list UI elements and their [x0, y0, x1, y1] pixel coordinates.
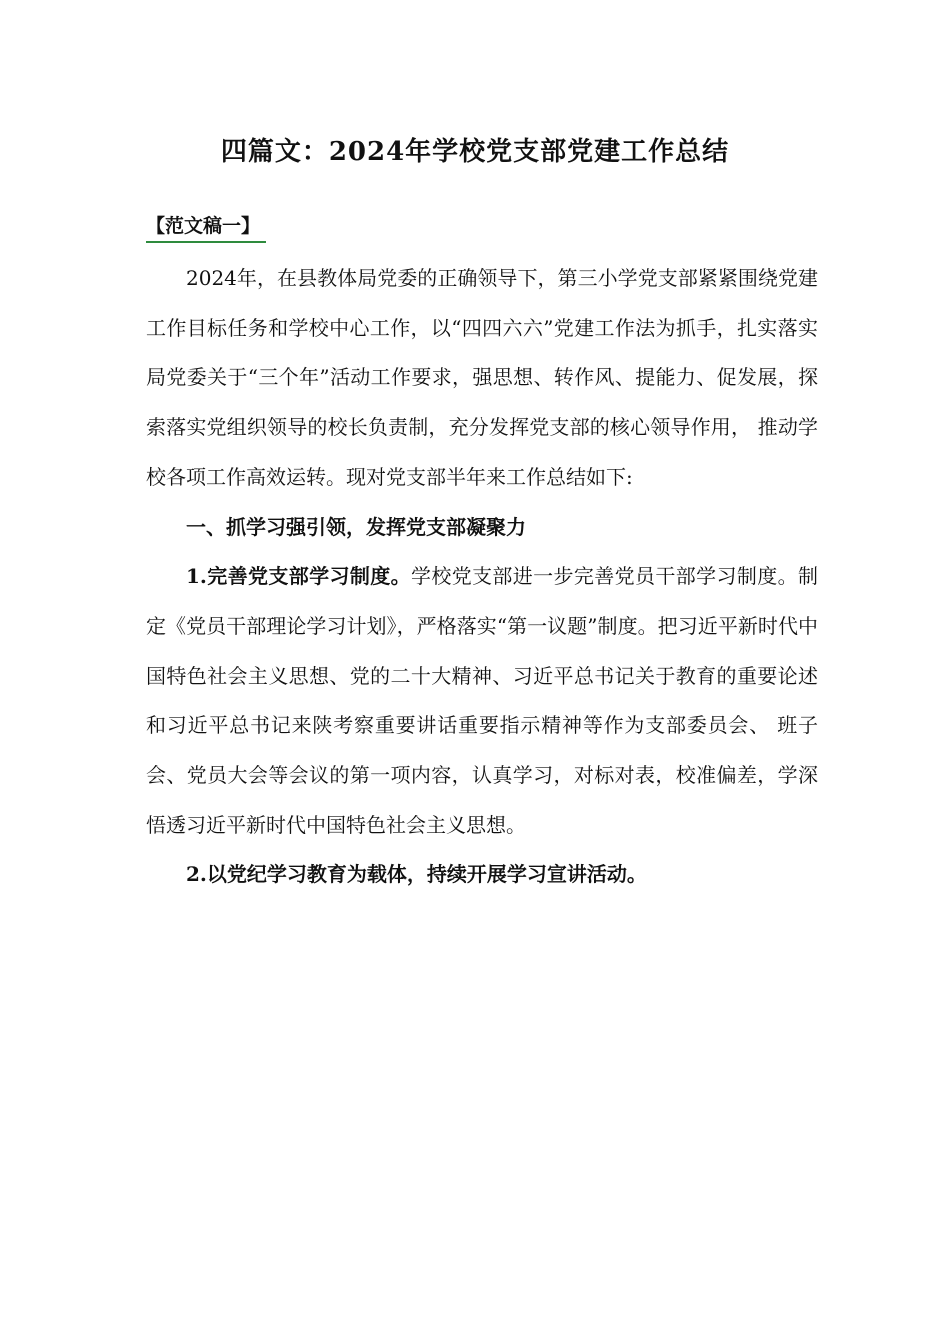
item-1-paragraph [146, 552, 818, 850]
section-heading-1: 一、抓学习强引领，发挥党支部凝聚力 [186, 514, 526, 539]
intro-paragraph: 2024年，在县教体局党委的正确领导下，第三小学党支部紧紧围绕党建工作目标任务和学校中心工作，以“四四六六”党建工作法为抓手，扎实落实局党委关于“三个年”活动工作要求，强思想、转作风、提能力、促发展，探索落实党组织领导的校长负责制，充分发挥党支部的核心领导作用， 推动学校各项工作高效运转。现对党支部半年来工作总结如下: [146, 266, 818, 489]
item-2-heading: 2.以党纪学习教育为载体，持续开展学习宣讲活动。 [186, 862, 647, 887]
item-1-lead: 1.完善党支部学习制度。 [186, 564, 411, 589]
section-label: 【范文稿一】 [146, 212, 266, 243]
document-body [146, 254, 818, 900]
item-1-body: 学校党支部进一步完善党员干部学习制度。制定《党员干部理论学习计划》，严格落实“第一议题”制度。把习近平新时代中国特色社会主义思想、党的二十大精神、习近平总书记关于教育的重要论述和习近平总书记来陕考察重要讲话重要指示精神等作为支部委员会、 班子会、党员大会等会议的第一项内容，认真学习，对标对表，校准偏差，学深悟透习近平新时代中国特色社会主义思想。 [146, 564, 818, 837]
document-title: 四篇文：2024年学校党支部党建工作总结 [220, 137, 730, 167]
